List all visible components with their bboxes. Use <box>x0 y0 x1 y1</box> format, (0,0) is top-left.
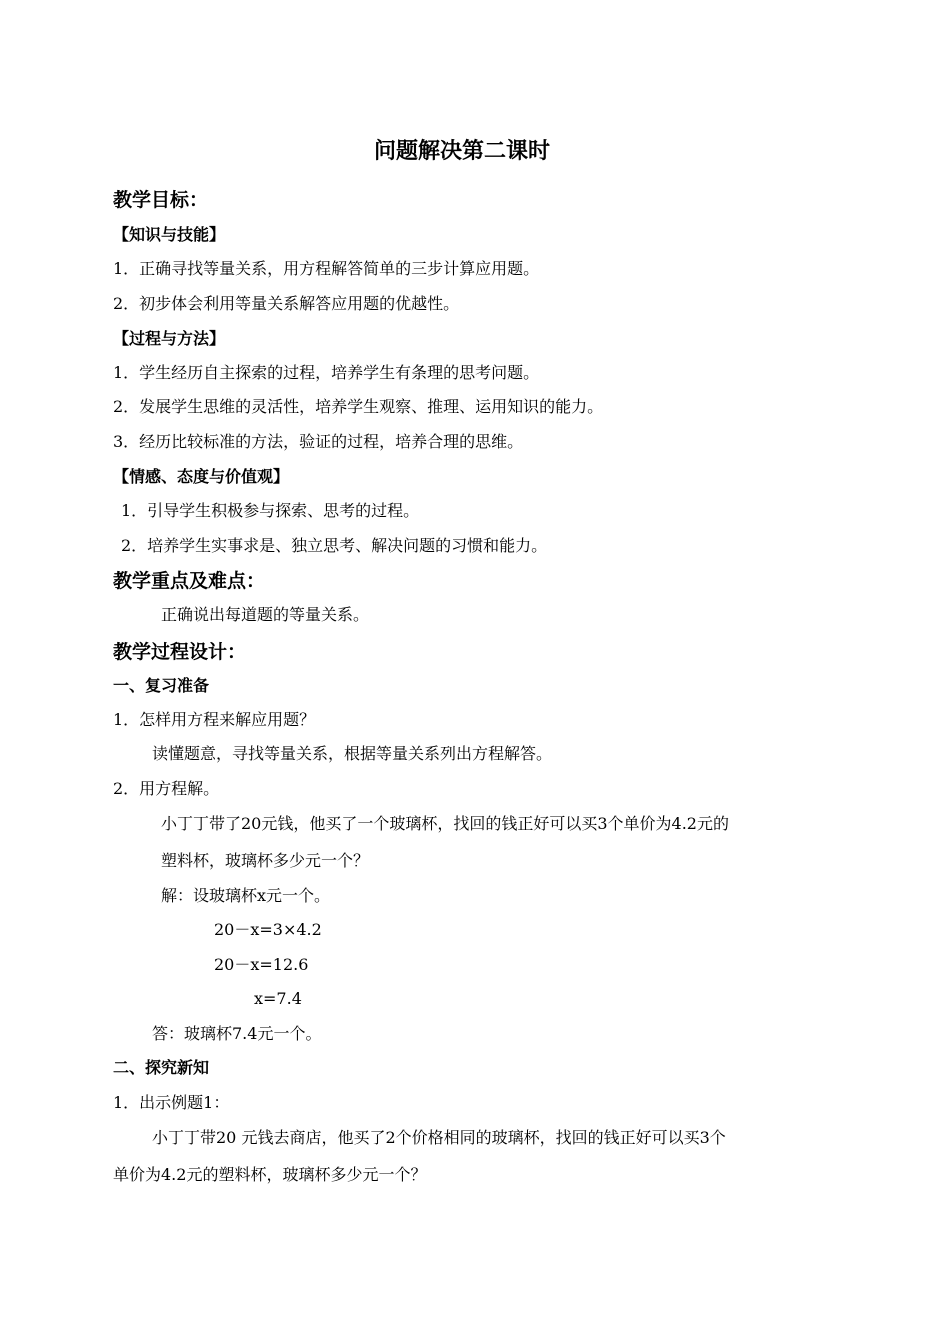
key-points-text: 正确说出每道题的等量关系。 <box>161 605 370 624</box>
explore-heading: 二、探究新知 <box>113 1058 210 1077</box>
emotion-item-2: 2．培养学生实事求是、独立思考、解决问题的习惯和能力。 <box>121 536 548 555</box>
review-answer-1: 读懂题意，寻找等量关系，根据等量关系列出方程解答。 <box>152 744 553 763</box>
process-item-1: 1．学生经历自主探索的过程，培养学生有条理的思考问题。 <box>113 363 540 382</box>
review-answer: 答：玻璃杯7.4元一个。 <box>152 1024 322 1043</box>
equation-3: x=7.4 <box>254 989 302 1008</box>
review-question-1: 1．怎样用方程来解应用题？ <box>113 710 316 729</box>
knowledge-heading: 【知识与技能】 <box>113 225 226 244</box>
design-heading: 教学过程设计： <box>113 641 247 663</box>
objectives-heading: 教学目标： <box>113 189 209 211</box>
example-line-2: 单价为4.2元的塑料杯，玻璃杯多少元一个？ <box>113 1165 427 1184</box>
process-heading: 【过程与方法】 <box>113 329 226 348</box>
emotion-item-1: 1．引导学生积极参与探索、思考的过程。 <box>121 501 420 520</box>
process-item-2: 2．发展学生思维的灵活性，培养学生观察、推理、运用知识的能力。 <box>113 397 604 416</box>
key-points-heading: 教学重点及难点： <box>113 570 266 592</box>
knowledge-item-2: 2．初步体会利用等量关系解答应用题的优越性。 <box>113 294 460 313</box>
review-problem-line-1: 小丁丁带了20元钱，他买了一个玻璃杯，找回的钱正好可以买3个单价为4.2元的 <box>161 814 729 833</box>
emotion-heading: 【情感、态度与价值观】 <box>113 467 290 486</box>
equation-2: 20－x=12.6 <box>214 955 309 974</box>
page-title: 问题解决第二课时 <box>374 139 551 164</box>
review-heading: 一、复习准备 <box>113 676 210 695</box>
example-line-1: 小丁丁带20 元钱去商店，他买了2个价格相同的玻璃杯，找回的钱正好可以买3个 <box>152 1128 726 1147</box>
explore-item-1: 1．出示例题1： <box>113 1093 230 1112</box>
review-question-2: 2．用方程解。 <box>113 779 220 798</box>
process-item-3: 3．经历比较标准的方法，验证的过程，培养合理的思维。 <box>113 432 524 451</box>
equation-1: 20－x=3×4.2 <box>214 920 322 939</box>
review-problem-line-2: 塑料杯，玻璃杯多少元一个？ <box>161 851 370 870</box>
knowledge-item-1: 1．正确寻找等量关系，用方程解答简单的三步计算应用题。 <box>113 259 540 278</box>
review-solution: 解：设玻璃杯x元一个。 <box>161 886 331 905</box>
